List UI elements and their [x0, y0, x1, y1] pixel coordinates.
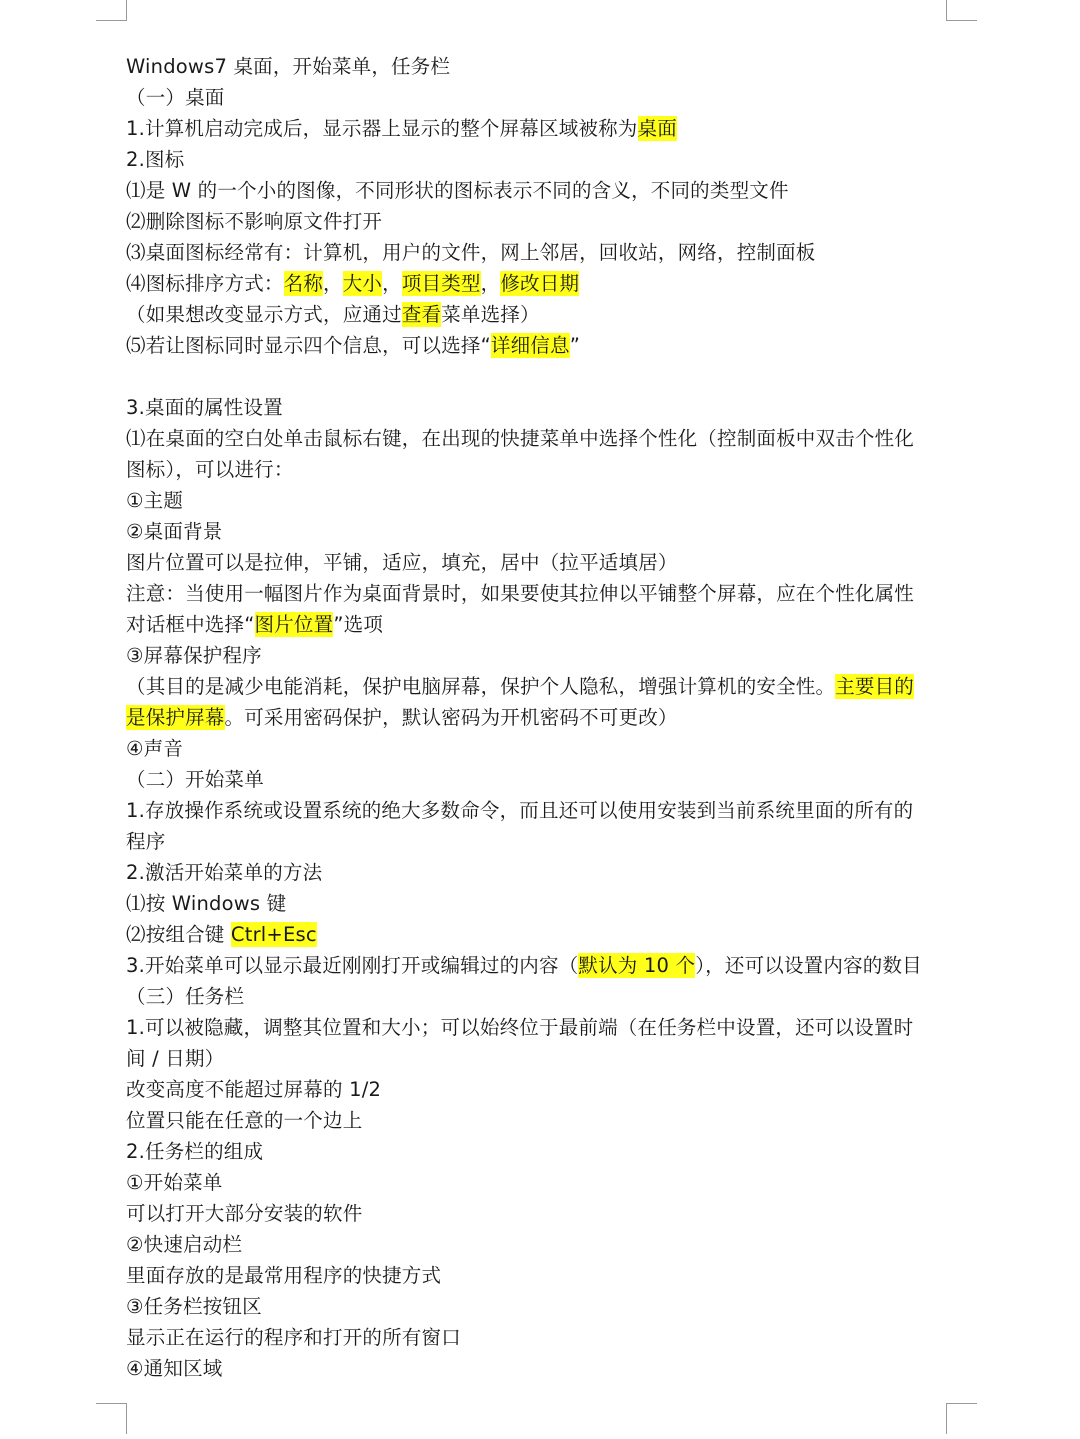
text-line [126, 237, 956, 268]
text-run: 改变高度不能超过屏幕的 1/2 [126, 1078, 382, 1101]
highlighted-text: 详细信息 [490, 334, 570, 357]
text-line [126, 950, 956, 981]
text-line [126, 1353, 956, 1384]
text-run: ⑵按组合键 [126, 923, 231, 946]
highlighted-text: 是保护屏幕 [126, 706, 225, 729]
text-line [126, 547, 956, 578]
text-line [126, 702, 956, 733]
text-line [126, 671, 956, 702]
text-line [126, 1012, 956, 1043]
text-run: ③屏幕保护程序 [126, 644, 262, 667]
text-line [126, 1167, 956, 1198]
text-line [126, 206, 956, 237]
crop-mark-top-left [96, 0, 127, 21]
text-line [126, 82, 956, 113]
text-line [126, 981, 956, 1012]
text-run: （其目的是减少电能消耗，保护电脑屏幕，保护个人隐私，增强计算机的安全性。 [126, 675, 836, 698]
text-line [126, 1074, 956, 1105]
highlighted-text: 名称 [283, 272, 324, 295]
text-run: （如果想改变显示方式，应通过 [126, 303, 402, 326]
text-run: 图标），可以进行： [126, 458, 294, 481]
text-run: 2.图标 [126, 148, 185, 171]
text-line [126, 1043, 956, 1074]
text-line [126, 516, 956, 547]
text-line [126, 392, 956, 423]
text-run: 图片位置可以是拉伸，平铺，适应，填充，居中（拉平适填居） [126, 551, 678, 574]
text-line [126, 1198, 956, 1229]
text-line [126, 1136, 956, 1167]
blank-line [126, 361, 956, 392]
text-run: 1.存放操作系统或设置系统的绝大多数命令，而且还可以使用安装到当前系统里面的所有的 [126, 799, 914, 822]
text-run: （一）桌面 [126, 86, 225, 109]
text-line [126, 888, 956, 919]
highlighted-text: 桌面 [637, 117, 677, 140]
text-line [126, 113, 956, 144]
text-run: ①开始菜单 [126, 1171, 223, 1194]
text-line [126, 1260, 956, 1291]
text-line [126, 795, 956, 826]
text-run: ⑸若让图标同时显示四个信息，可以选择“ [126, 334, 491, 357]
text-run: 1.可以被隐藏，调整其位置和大小；可以始终位于最前端（在任务栏中设置，还可以设置时 [126, 1016, 914, 1039]
text-run: ⑷图标排序方式： [126, 272, 284, 295]
text-line [126, 1105, 956, 1136]
text-line [126, 578, 956, 609]
text-line [126, 175, 956, 206]
text-run: ， [480, 272, 501, 295]
highlighted-text: 主要目的 [835, 675, 915, 698]
highlighted-text: Ctrl+Esc [230, 923, 317, 946]
crop-mark-bottom-right [946, 1403, 977, 1434]
text-line [126, 857, 956, 888]
document-body [126, 51, 956, 1384]
text-line [126, 1291, 956, 1322]
text-run: （二）开始菜单 [126, 768, 264, 791]
text-line [126, 1229, 956, 1260]
text-run: 3.开始菜单可以显示最近刚刚打开或编辑过的内容（ [126, 954, 579, 977]
text-run: ⑴按 Windows 键 [126, 892, 287, 915]
highlighted-text: 项目类型 [401, 272, 481, 295]
text-run: ），还可以设置内容的数目 [695, 954, 922, 977]
text-run: 里面存放的是最常用程序的快捷方式 [126, 1264, 442, 1287]
text-line [126, 640, 956, 671]
text-line [126, 330, 956, 361]
text-run: ①主题 [126, 489, 184, 512]
text-run: ⑶桌面图标经常有：计算机，用户的文件，网上邻居，回收站，网络，控制面板 [126, 241, 816, 264]
text-line [126, 826, 956, 857]
text-run: 间 / 日期） [126, 1047, 225, 1070]
text-run: ， [382, 272, 402, 295]
text-line [126, 299, 956, 330]
text-line [126, 764, 956, 795]
text-line [126, 51, 956, 82]
highlighted-text: 大小 [342, 272, 383, 295]
text-run: （三）任务栏 [126, 985, 245, 1008]
text-run: ②快速启动栏 [126, 1233, 243, 1256]
text-run: 对话框中选择“ [126, 613, 255, 636]
text-line [126, 454, 956, 485]
text-run: 3.桌面的属性设置 [126, 396, 283, 419]
text-run: 菜单选择） [441, 303, 540, 326]
text-run: 注意：当使用一幅图片作为桌面背景时，如果要使其拉伸以平铺整个屏幕，应在个性化属性 [126, 582, 915, 605]
text-run: 可以打开大部分安装的软件 [126, 1202, 363, 1225]
text-run: ” [569, 334, 581, 357]
text-run: 2.任务栏的组成 [126, 1140, 264, 1163]
text-run: Windows7 桌面，开始菜单，任务栏 [126, 55, 451, 78]
highlighted-text: 修改日期 [500, 272, 580, 295]
text-line [126, 423, 956, 454]
text-run: ④通知区域 [126, 1357, 223, 1380]
highlighted-text: 默认为 10 个 [578, 954, 696, 977]
text-run: ②桌面背景 [126, 520, 223, 543]
text-run: ”选项 [333, 613, 384, 636]
text-line [126, 268, 956, 299]
text-run: ④声音 [126, 737, 184, 760]
text-run: 。可采用密码保护，默认密码为开机密码不可更改） [224, 706, 678, 729]
text-line [126, 485, 956, 516]
text-line [126, 733, 956, 764]
text-line [126, 1322, 956, 1353]
text-run: ⑴在桌面的空白处单击鼠标右键，在出现的快捷菜单中选择个性化（控制面板中双击个性化 [126, 427, 915, 450]
text-run: ⑴是 W 的一个小的图像，不同形状的图标表示不同的含义，不同的类型文件 [126, 179, 789, 202]
text-run: 2.激活开始菜单的方法 [126, 861, 323, 884]
highlighted-text: 图片位置 [254, 613, 334, 636]
text-run: ⑵删除图标不影响原文件打开 [126, 210, 383, 233]
highlighted-text: 查看 [401, 303, 442, 326]
text-line [126, 919, 956, 950]
crop-mark-top-right [946, 0, 977, 21]
text-line [126, 144, 956, 175]
text-run: 程序 [126, 830, 166, 853]
text-run: ， [323, 272, 343, 295]
text-run: 1.计算机启动完成后，显示器上显示的整个屏幕区域被称为 [126, 117, 638, 140]
text-run: 显示正在运行的程序和打开的所有窗口 [126, 1326, 461, 1349]
text-line [126, 609, 956, 640]
text-run: 位置只能在任意的一个边上 [126, 1109, 363, 1132]
crop-mark-bottom-left [96, 1403, 127, 1434]
text-run: ③任务栏按钮区 [126, 1295, 262, 1318]
